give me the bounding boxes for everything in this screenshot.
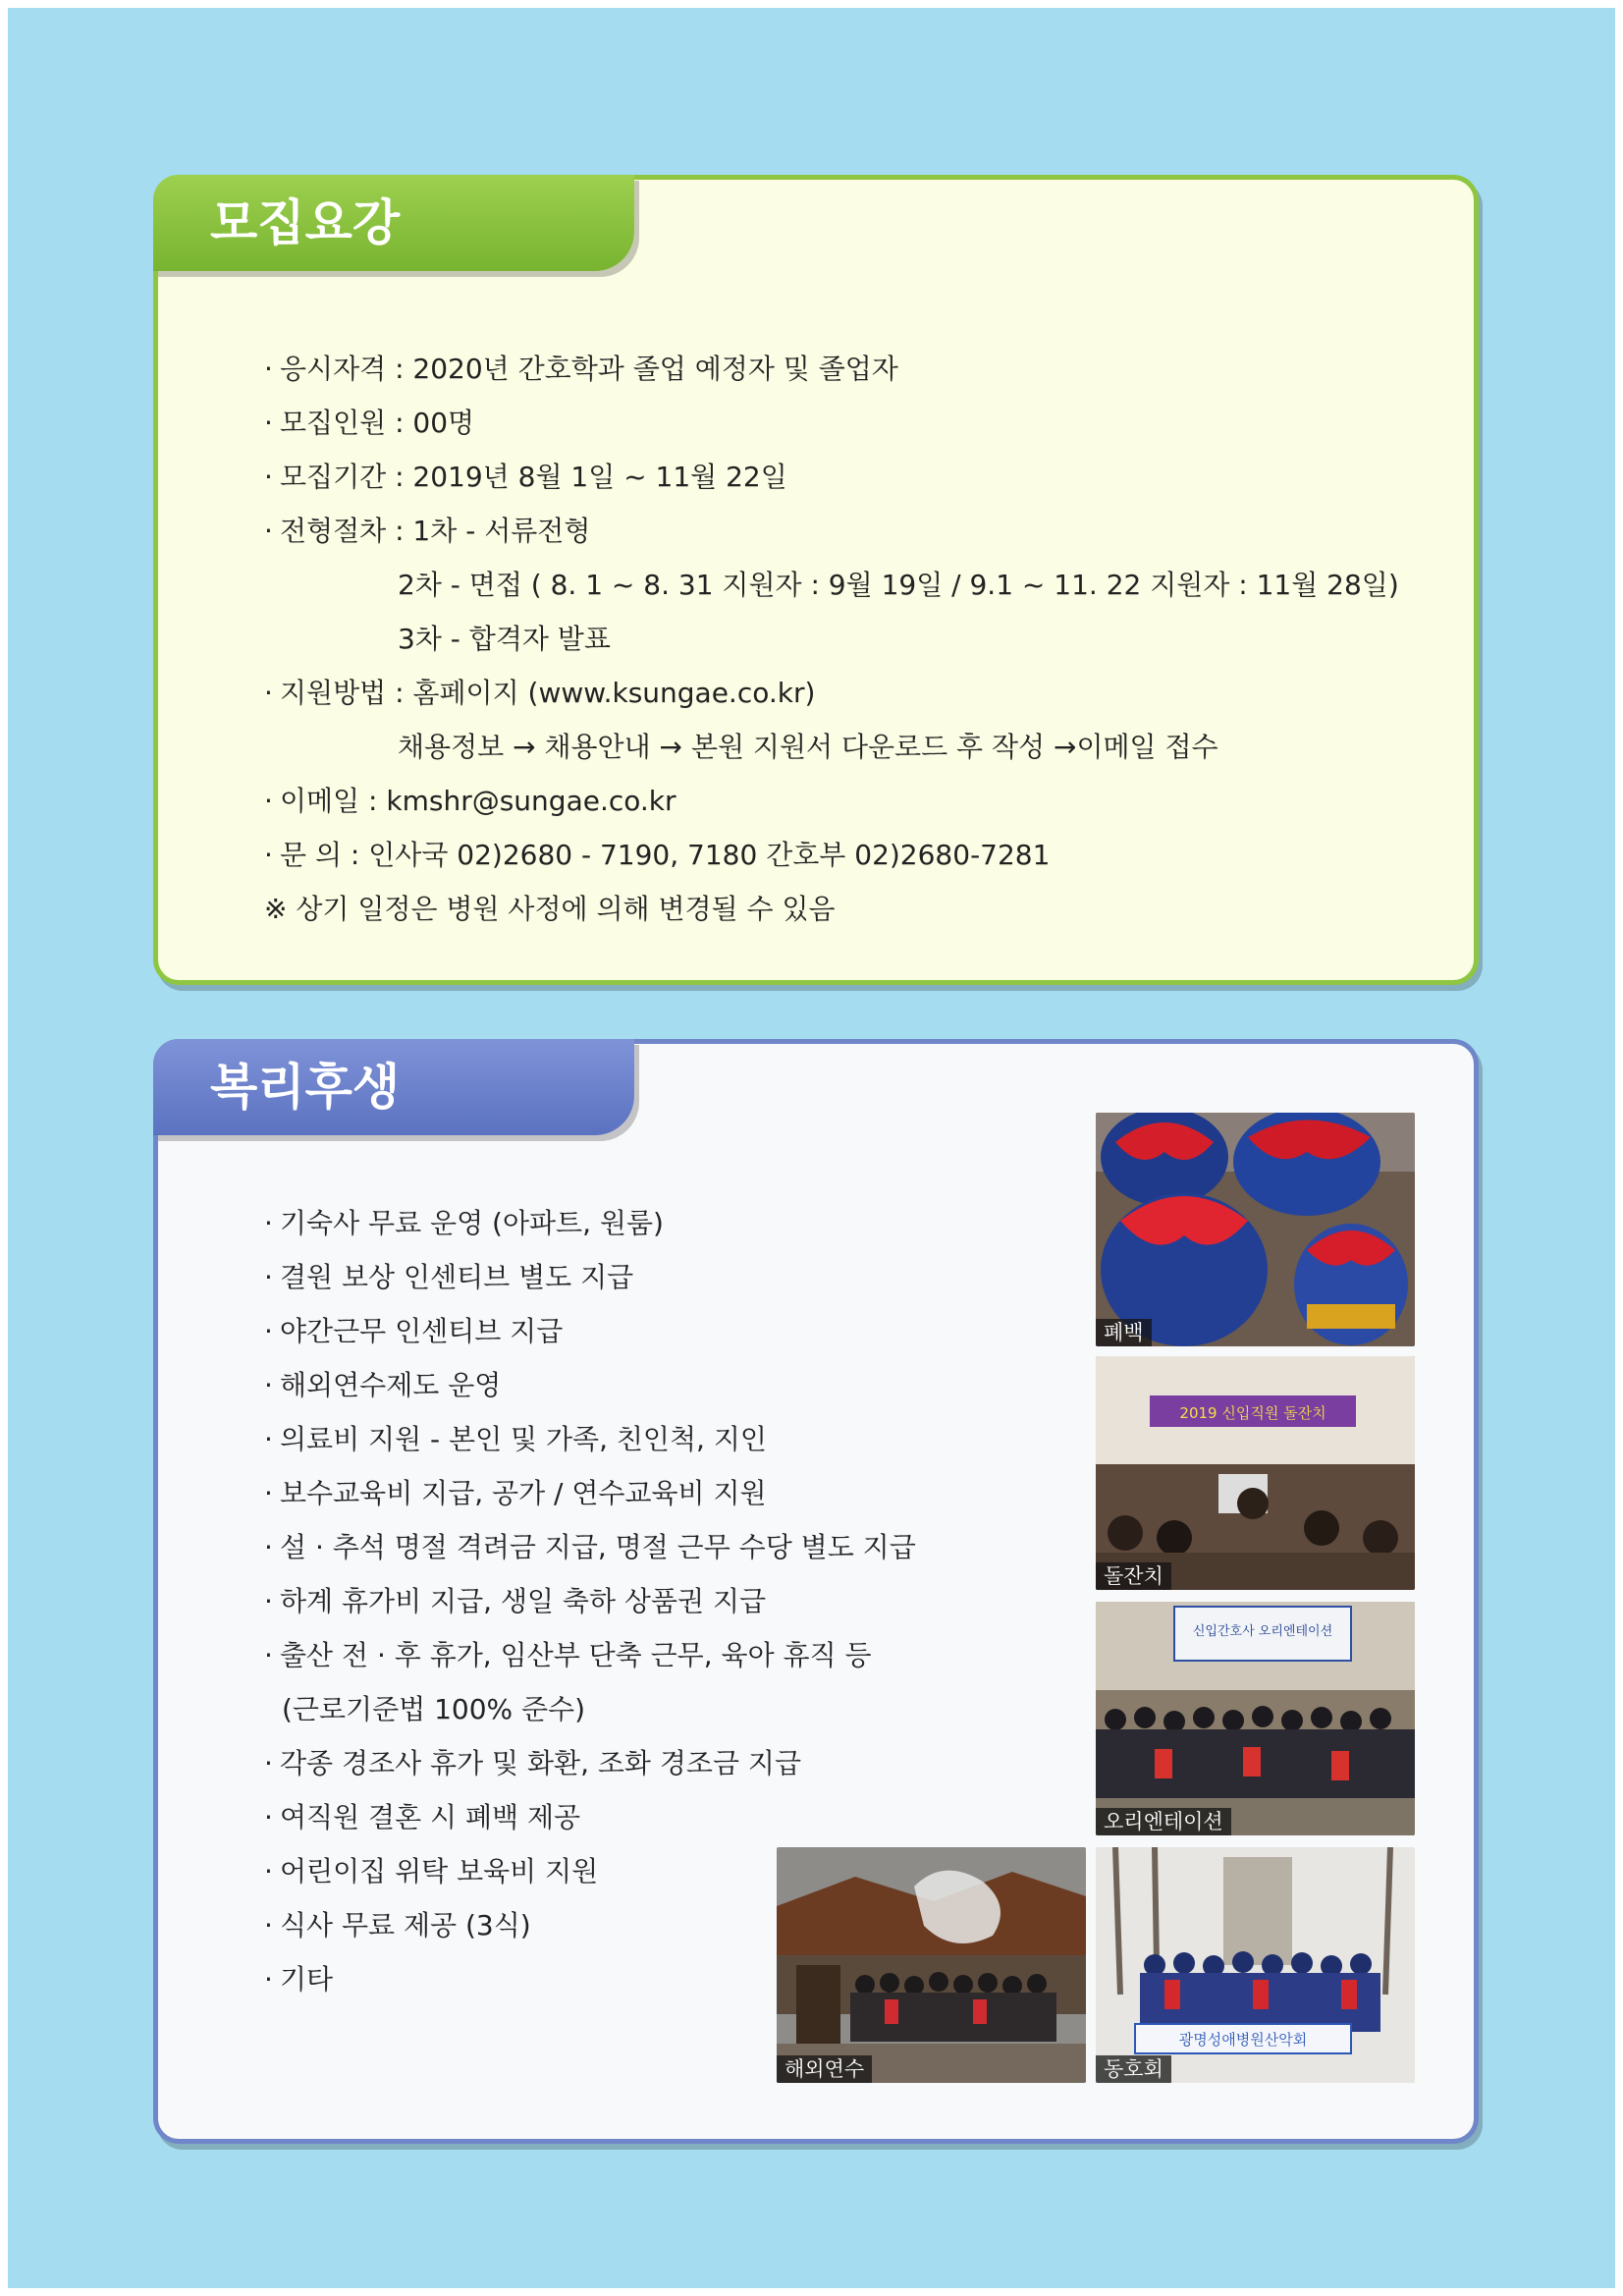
photo-overseas	[777, 1847, 1086, 2083]
welfare-item: · 여직원 결혼 시 폐백 제공	[264, 1801, 581, 1833]
recruit-note: ※ 상기 일정은 병원 사정에 의해 변경될 수 있음	[264, 893, 836, 925]
recruit-line: 3차 - 합격자 발표	[398, 623, 611, 655]
welfare-item: · 야간근무 인센티브 지급	[264, 1315, 564, 1347]
welfare-item: · 출산 전 · 후 휴가, 임산부 단축 근무, 육아 휴직 등	[264, 1639, 872, 1671]
pyebaek-image	[1096, 1113, 1415, 1346]
welfare-item: · 기타	[264, 1963, 334, 1995]
overseas-image	[777, 1847, 1086, 2083]
recruit-line: 2차 - 면접 ( 8. 1 ~ 8. 31 지원자 : 9월 19일 / 9.1 ~ 11. 22 지원자 : 11월 28일)	[398, 569, 1399, 601]
recruit-tab-title: 모집요강	[153, 175, 634, 271]
welfare-item: · 해외연수제도 운영	[264, 1369, 502, 1401]
photo-orientation	[1096, 1602, 1415, 1835]
recruit-panel	[153, 175, 1479, 985]
welfare-item: · 식사 무료 제공 (3식)	[264, 1909, 531, 1941]
recruit-line: · 응시자격 : 2020년 간호학과 졸업 예정자 및 졸업자	[264, 353, 898, 385]
welfare-item: · 설 · 추석 명절 격려금 지급, 명절 근무 수당 별도 지급	[264, 1531, 916, 1563]
photo-caption-overseas: 해외연수	[777, 2055, 872, 2083]
doljanchi-banner-text: 2019 신입직원 돌잔치	[1179, 1404, 1326, 1422]
photo-pyebaek	[1096, 1113, 1415, 1346]
photo-caption-doljanchi: 돌잔치	[1096, 1562, 1171, 1590]
welfare-item: · 기숙사 무료 운영 (아파트, 원룸)	[264, 1207, 664, 1239]
club-banner-text: 광명성애병원산악회	[1178, 2031, 1308, 2049]
photo-caption-pyebaek: 폐백	[1096, 1319, 1152, 1346]
page-background	[8, 8, 1615, 2288]
photo-doljanchi	[1096, 1356, 1415, 1590]
recruit-line: · 모집기간 : 2019년 8월 1일 ~ 11월 22일	[264, 461, 787, 493]
doljanchi-image	[1096, 1356, 1415, 1590]
photo-caption-orientation: 오리엔테이션	[1096, 1808, 1231, 1835]
welfare-item: · 결원 보상 인센티브 별도 지급	[264, 1261, 634, 1293]
welfare-item: · 어린이집 위탁 보육비 지원	[264, 1855, 599, 1887]
welfare-item: (근로기준법 100% 준수)	[282, 1693, 586, 1725]
welfare-tab-title: 복리후생	[153, 1039, 634, 1135]
recruit-line: · 이메일 : kmshr@sungae.co.kr	[264, 785, 676, 817]
welfare-item: · 하계 휴가비 지급, 생일 축하 상품권 지급	[264, 1585, 767, 1617]
welfare-item: · 보수교육비 지급, 공가 / 연수교육비 지원	[264, 1477, 767, 1509]
recruit-line: 채용정보 → 채용안내 → 본원 지원서 다운로드 후 작성 →이메일 접수	[398, 731, 1218, 763]
welfare-panel	[153, 1039, 1479, 2144]
recruit-line: · 문 의 : 인사국 02)2680 - 7190, 7180 간호부 02)2680-7281	[264, 839, 1051, 871]
welfare-item: · 의료비 지원 - 본인 및 가족, 친인척, 지인	[264, 1423, 767, 1455]
recruit-list	[264, 342, 1399, 936]
recruit-line: · 모집인원 : 00명	[264, 407, 475, 439]
orientation-banner-text: 신입간호사 오리엔테이션	[1192, 1624, 1333, 1639]
photo-club	[1096, 1847, 1415, 2083]
photo-caption-club: 동호회	[1096, 2055, 1171, 2083]
club-image	[1096, 1847, 1415, 2083]
orientation-image	[1096, 1602, 1415, 1835]
welfare-item: · 각종 경조사 휴가 및 화환, 조화 경조금 지급	[264, 1747, 802, 1779]
recruit-line: · 지원방법 : 홈페이지 (www.ksungae.co.kr)	[264, 677, 816, 709]
recruit-line: · 전형절차 : 1차 - 서류전형	[264, 515, 591, 547]
